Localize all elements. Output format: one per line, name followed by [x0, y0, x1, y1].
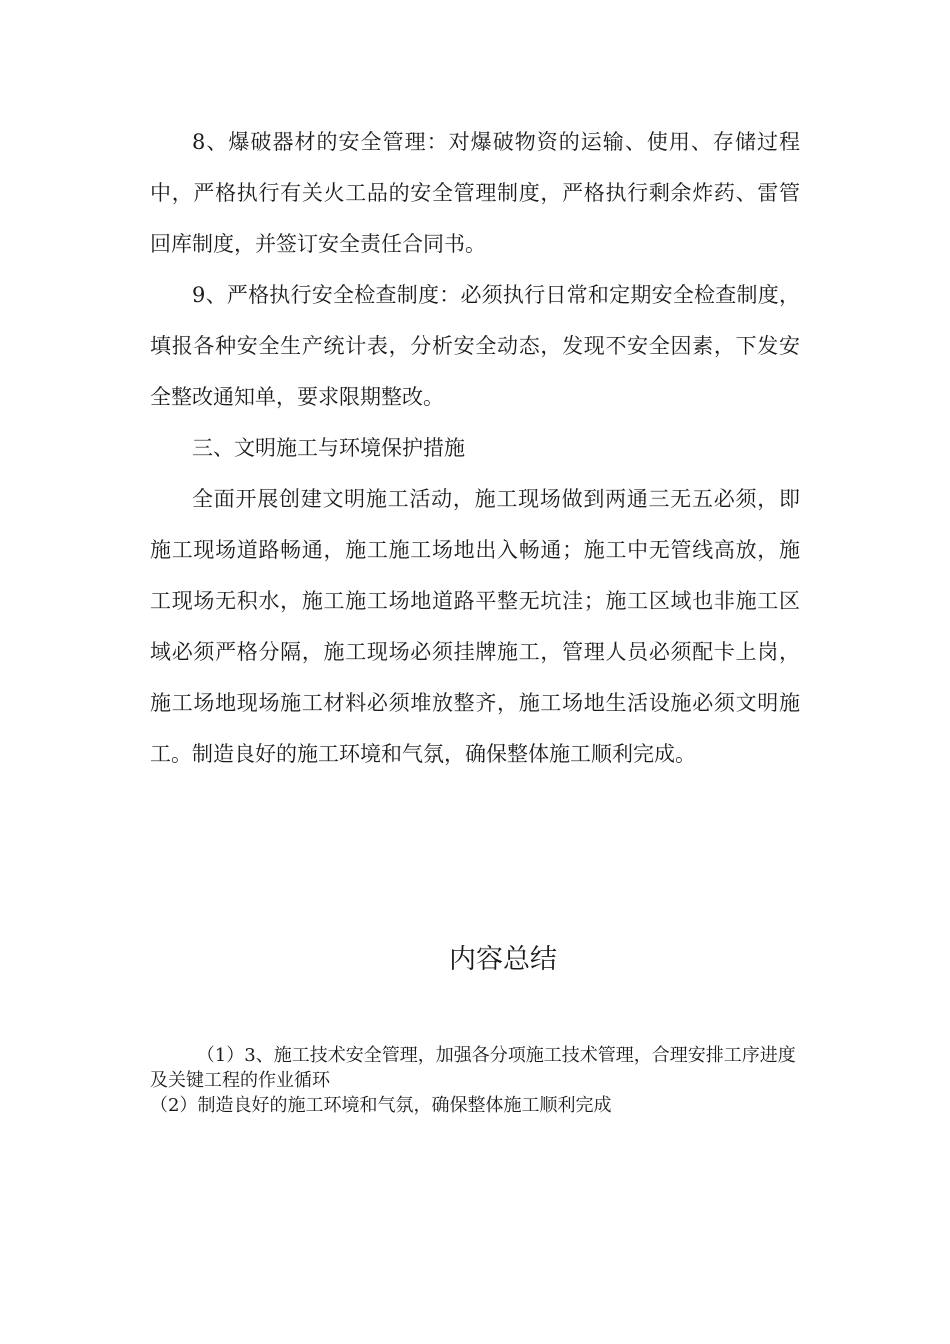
paragraph-safety-inspection: 9、严格执行安全检查制度：必须执行日常和定期安全检查制度，填报各种安全生产统计表，分析安全动态，发现不安全因素，下发安全整改通知单，要求限期整改。: [150, 283, 800, 409]
section-heading-civilized-construction: 三、文明施工与环境保护措施: [192, 436, 465, 460]
summary-title: 内容总结: [449, 944, 557, 975]
summary-item: （2）制造良好的施工环境和气氛，确保整体施工顺利完成: [150, 1095, 612, 1116]
summary-item: （1）3、施工技术安全管理，加强各分项施工技术管理，合理安排工序进度及关键工程的作业循环: [150, 1045, 796, 1091]
paragraph-explosives-management: 8、爆破器材的安全管理：对爆破物资的运输、使用、存储过程中，严格执行有关火工品的安全管理制度，严格执行剩余炸药、雷管回库制度，并签订安全责任合同书。: [150, 130, 800, 256]
summary-list: [150, 1043, 800, 1118]
document-body: [150, 117, 800, 780]
paragraph-civilized-construction: 全面开展创建文明施工活动，施工现场做到两通三无五必须，即施工现场道路畅通，施工施工场地出入畅通；施工中无管线高放，施工现场无积水，施工施工场地道路平整无坑洼；施工区域也非施工区域必须严格分隔，施工现场必须挂牌施工，管理人员必须配卡上岗，施工场地现场施工材料必须堆放整齐，施工场地生活设施必须文明施工。制造良好的施工环境和气氛，确保整体施工顺利完成。: [150, 487, 800, 766]
